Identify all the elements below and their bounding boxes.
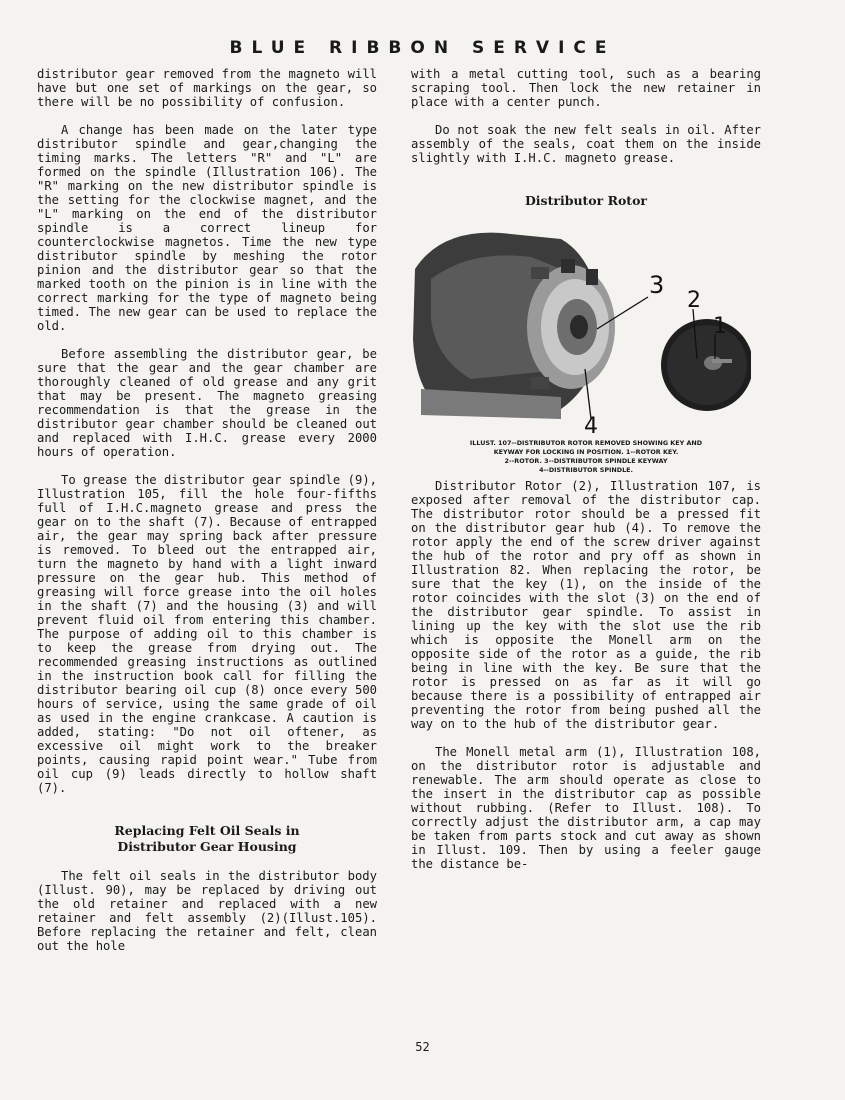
left-paragraph-1: distributor gear removed from the magneto will have but one set of markings on the gear, so there will be no possibility of confusion. <box>37 67 377 109</box>
section-heading-distributor-rotor: Distributor Rotor <box>524 193 648 208</box>
distributor-rotor-photo <box>411 209 751 435</box>
left-column <box>37 67 377 953</box>
right-column <box>411 67 761 871</box>
figure-caption-line2: KEYWAY FOR LOCKING IN POSITION. 1--ROTOR KEY. <box>493 448 679 456</box>
figure-caption-line1: ILLUST. 107--DISTRIBUTOR ROTOR REMOVED SHOWING KEY AND <box>469 439 703 447</box>
right-paragraph-3: Distributor Rotor (2), Illustration 107, is exposed after removal of the distributor cap. The distributor rotor should be a pressed fit on the distributor gear hub (4). To remove the rotor apply the end of the screw driver against the hub of the rotor and pry off as shown in Illustration 82. When replacing the rotor, be sure that the key (1), on the inside of the rotor coincides with the slot (3) on the end of the distributor gear spindle. To assist in lining up the key with the slot use the rib which is opposite the Monell arm on the opposite side of the rotor as a guide, the rib being in line with the key. Be sure that the rotor is pressed on as far as it will go because there is a possibility of entrapped air preventing the rotor from being pushed all the way on to the hub of the distributor gear. <box>411 479 761 731</box>
figure-caption-line4: 4--DISTRIBUTOR SPINDLE. <box>539 466 633 474</box>
left-paragraph-3: Before assembling the distributor gear, be sure that the gear and the gear chamber are thoroughly cleaned of old grease and any grit that may be present. The magneto greasing recommendation is that the grease in the distributor gear chamber should be cleaned out and replaced with I.H.C. grease every 2000 hours of operation. <box>37 347 377 459</box>
illustration-107-photo <box>411 209 751 435</box>
section-heading-felt-oil-seals-line2: Distributor Gear Housing <box>117 839 297 854</box>
left-paragraph-5: The felt oil seals in the distributor body (Illust. 90), may be replaced by driving out the old retainer and replaced with a new retainer and felt assembly (2)(Illust.105). Before replacing the retainer and felt, clean out the hole <box>37 869 377 953</box>
callout-3: 3 <box>649 271 665 299</box>
page-header: BLUE RIBBON SERVICE <box>229 38 616 58</box>
figure-caption-line3: 2--ROTOR. 3--DISTRIBUTOR SPINDLE KEYWAY <box>504 457 668 465</box>
right-paragraph-2: Do not soak the new felt seals in oil. After assembly of the seals, coat them on the inside slightly with I.H.C. magneto grease. <box>411 123 761 165</box>
right-paragraph-4: The Monell metal arm (1), Illustration 108, on the distributor rotor is adjustable and renewable. The arm should operate as close to the insert in the distributor cap as possible without rubbing. (Refer to Illust. 108). To correctly adjust the distributor arm, a cap may be taken from parts stock and cut away as shown in Illust. 109. Then by using a feeler gauge the distance be- <box>411 745 761 871</box>
section-heading-felt-oil-seals-line1: Replacing Felt Oil Seals in <box>114 823 300 838</box>
callout-4: 4 <box>584 414 598 435</box>
left-paragraph-4: To grease the distributor gear spindle (9), Illustration 105, fill the hole four-fifths full of I.H.C.magneto grease and press the gear on to the shaft (7). Because of entrapped air, the gear may spring back after pressure is removed. To bleed out the entrapped air, turn the magneto by hand with a light inward pressure on the gear hub. This method of greasing will force grease into the oil holes in the shaft (7) and the housing (3) and will prevent fluid oil from entering this chamber. The purpose of adding oil to this chamber is to keep the grease from drying out. The recommended greasing instructions as outlined in the instruction book call for filling the distributor bearing oil cup (8) once every 500 hours of service, using the same grade of oil as used in the engine crankcase. A caution is added, stating: "Do not oil oftener, as excessive oil might work to the breaker points, causing rapid point wear." Tube from oil cup (9) leads directly to hollow shaft (7). <box>37 473 377 795</box>
page-number: 52 <box>415 1040 430 1054</box>
right-paragraph-1: with a metal cutting tool, such as a bearing scraping tool. Then lock the new retainer in place with a center punch. <box>411 67 761 109</box>
callout-2: 2 <box>687 288 701 313</box>
left-paragraph-2: A change has been made on the later type distributor spindle and gear,changing the timing marks. The letters "R" and "L" are formed on the spindle (Illustration 106). The "R" marking on the new distributor spindle is the setting for the clockwise magnet, and the "L" marking on the end of the distributor spindle is a correct lineup for counterclockwise magnetos. Time the new type distributor spindle by meshing the rotor pinion and the distributor gear so that the marked tooth on the pinion is in line with the correct marking for the type of magneto being timed. The new gear can be used to replace the old. <box>37 123 377 333</box>
callout-1: 1 <box>713 314 727 339</box>
